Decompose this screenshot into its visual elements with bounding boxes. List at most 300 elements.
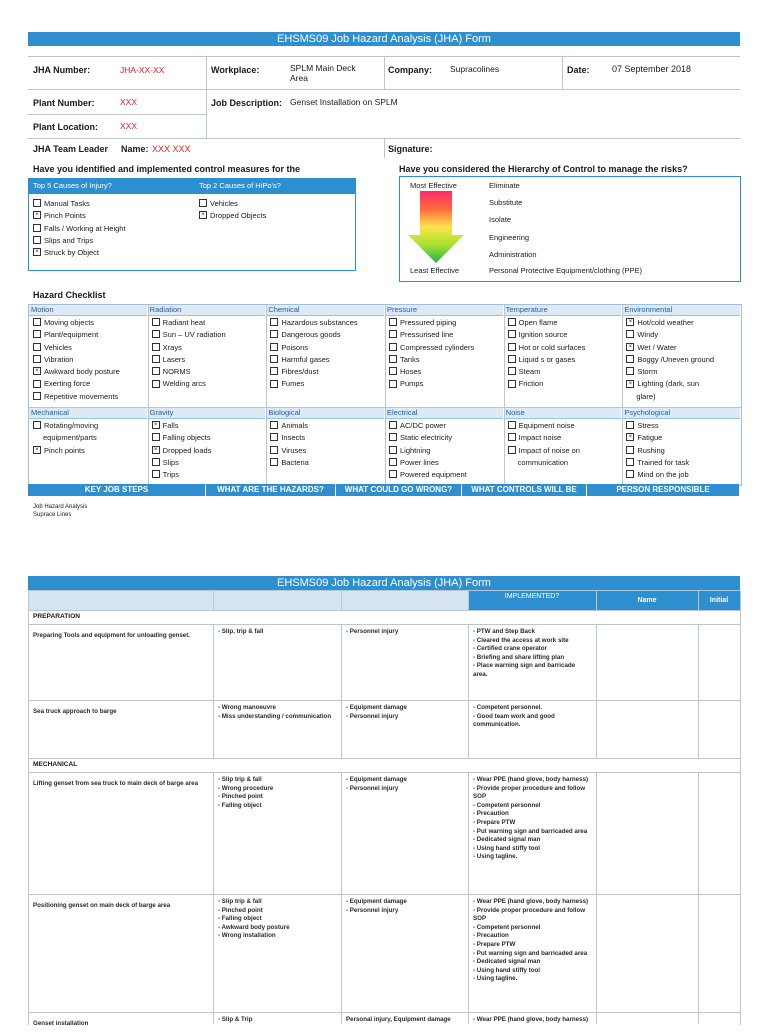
checklist-item[interactable]: [389, 354, 474, 366]
checkbox[interactable]: [33, 392, 41, 400]
initial-cell[interactable]: [699, 701, 739, 748]
checklist-item[interactable]: [508, 457, 580, 469]
checklist-item[interactable]: [152, 469, 212, 481]
checklist-item-label: Xrays: [162, 342, 182, 352]
checklist-item[interactable]: [152, 354, 226, 366]
checklist-item-label: Pressurised line: [400, 330, 454, 340]
column-header: WHAT COULD GO WRONG?: [336, 484, 461, 496]
checklist-item-label: Hot or cold surfaces: [518, 342, 586, 352]
checklist-item[interactable]: [33, 354, 120, 366]
checklist-item-label: Manual Tasks: [44, 199, 90, 208]
checklist-item-label: Pinch Points: [44, 211, 86, 221]
least-effective-label: Least Effective: [410, 266, 460, 275]
checklist-item[interactable]: [199, 198, 266, 210]
checked-checkbox[interactable]: [626, 318, 634, 326]
divider: [148, 408, 149, 485]
checkbox[interactable]: [270, 380, 278, 388]
initial-cell[interactable]: [699, 625, 739, 700]
checklist-item-label: Powered equipment: [400, 470, 467, 480]
checkbox[interactable]: [33, 236, 41, 244]
checkbox[interactable]: [389, 458, 397, 466]
checkbox[interactable]: [508, 330, 516, 338]
checkbox[interactable]: [389, 446, 397, 454]
checklist-item[interactable]: [389, 432, 467, 444]
checklist-item[interactable]: [152, 366, 226, 378]
form-title: EHSMS09 Job Hazard Analysis (JHA) Form: [277, 33, 491, 45]
initial-cell[interactable]: [699, 1013, 739, 1036]
divider: [562, 56, 563, 89]
cell-line: - Personnel injury: [346, 906, 399, 914]
cell-line: - Wrong manoeuvre: [218, 704, 276, 711]
checkbox[interactable]: [199, 199, 207, 207]
divider: [266, 408, 267, 485]
checklist-item-label: equipment/parts: [43, 433, 97, 443]
checklist-item[interactable]: [626, 391, 714, 403]
checklist-item[interactable]: [33, 235, 126, 247]
cell-line: - Competent personnel: [473, 923, 541, 931]
checklist-item[interactable]: [33, 223, 126, 235]
checkbox[interactable]: [389, 421, 397, 429]
checklist-item-label: Exerting force: [44, 379, 91, 389]
cell-line: - Wear PPE (hand glove, body harness): [473, 1016, 589, 1023]
checklist-item[interactable]: [626, 457, 689, 469]
hazard-list: [218, 704, 336, 721]
cell-line: - Put warning sign and barricaded area: [473, 949, 588, 957]
checklist-item[interactable]: [508, 329, 586, 341]
checklist-header: Motion: [29, 305, 147, 316]
hierarchy-level: Eliminate: [489, 181, 520, 190]
checkbox[interactable]: [33, 380, 41, 388]
checklist-item-label: Compressed cylinders: [400, 342, 475, 352]
checklist-item[interactable]: [33, 198, 126, 210]
cell-line: - Personnel injury: [346, 628, 399, 635]
form-title-bar: [28, 32, 740, 46]
checkbox[interactable]: [508, 446, 516, 454]
name-label: Name:: [121, 144, 149, 154]
checked-checkbox[interactable]: [626, 380, 634, 388]
date-value[interactable]: 07 September 2018: [612, 64, 692, 74]
checkbox[interactable]: [389, 367, 397, 375]
checkbox[interactable]: [270, 446, 278, 454]
checklist-item[interactable]: [270, 342, 357, 354]
consequence-list: [346, 1016, 464, 1025]
checklist-item[interactable]: [389, 469, 467, 481]
checkbox[interactable]: [626, 421, 634, 429]
checklist-item-label: Vibration: [44, 354, 74, 364]
checkbox[interactable]: [508, 367, 516, 375]
checkbox[interactable]: [389, 318, 397, 326]
checklist-header: Biological: [266, 408, 384, 419]
checklist-item[interactable]: [33, 420, 98, 432]
cell-line: - Using tagline.: [473, 853, 518, 861]
cell-line: - PTW and Step Back: [473, 628, 535, 635]
checklist-item-label: communication: [517, 457, 569, 467]
checklist-item-label: Boggy /Uneven ground: [637, 354, 715, 364]
checklist-item-label: Impact noise: [518, 433, 562, 443]
checkbox[interactable]: [389, 355, 397, 363]
checklist-item[interactable]: [389, 342, 474, 354]
signature-label: Signature:: [388, 144, 433, 154]
checklist-item[interactable]: [508, 317, 586, 329]
cell-line: - Precaution: [473, 932, 509, 940]
checkbox[interactable]: [626, 330, 634, 338]
consequence-list: [346, 704, 464, 721]
checklist-item-label: Hazardous substances: [281, 318, 358, 327]
form-title-2: EHSMS09 Job Hazard Analysis (JHA) Form: [277, 577, 491, 589]
checked-checkbox[interactable]: [152, 446, 160, 454]
checklist-item-label: Rushing: [637, 445, 665, 455]
jha-number-value[interactable]: JHA-XX-XX: [120, 65, 165, 75]
checklist-item[interactable]: [33, 342, 120, 354]
name-cell[interactable]: [597, 895, 697, 1012]
checklist-item-label: AC/DC power: [400, 421, 446, 430]
checklist-item-label: glare): [636, 391, 656, 401]
checklist-item[interactable]: [626, 366, 714, 378]
checklist-header: Chemical: [266, 305, 384, 316]
checked-checkbox[interactable]: [626, 343, 634, 351]
checklist-item-label: Viruses: [281, 445, 307, 455]
checklist-item[interactable]: [389, 366, 474, 378]
checklist-item[interactable]: [508, 420, 580, 432]
checkbox[interactable]: [270, 458, 278, 466]
controls-list: [473, 628, 591, 680]
plant-location-value[interactable]: XXX: [120, 121, 138, 131]
checklist-column: [33, 317, 120, 403]
footer: [33, 503, 87, 519]
checkbox[interactable]: [270, 421, 278, 429]
checklist-item-label: Power lines: [400, 457, 439, 467]
checkbox[interactable]: [33, 330, 41, 338]
date-label: Date:: [567, 65, 590, 75]
divider: [385, 305, 386, 407]
checklist-item[interactable]: [33, 445, 98, 457]
checklist-item[interactable]: [33, 247, 126, 259]
checklist-item[interactable]: [152, 457, 212, 469]
cell-line: - Prepare PTW: [473, 818, 516, 826]
top2-header: Top 2 Causes of HiPo's?: [199, 181, 281, 190]
checkbox[interactable]: [33, 355, 41, 363]
checklist-item-label: Open flame: [518, 318, 558, 327]
checklist-item-label: Static electricity: [400, 433, 453, 443]
checklist-item[interactable]: [270, 457, 309, 469]
checklist-item[interactable]: [626, 342, 714, 354]
cell-line: - Wrong installation: [218, 932, 276, 940]
checklist-item[interactable]: [33, 329, 120, 341]
hierarchy-level: Administration: [489, 250, 537, 259]
checklist-item[interactable]: [270, 366, 357, 378]
cell-line: - Slip trip & fall: [218, 776, 262, 783]
checklist-item[interactable]: [199, 210, 266, 222]
checkbox[interactable]: [270, 433, 278, 441]
checklist-column: [626, 317, 714, 403]
divider: [622, 305, 623, 407]
checklist-item-label: Storm: [637, 367, 658, 377]
job-description-value[interactable]: Genset Installation on SPLM: [290, 97, 398, 107]
checkbox[interactable]: [389, 433, 397, 441]
checklist-item[interactable]: [152, 432, 212, 444]
divider: [504, 408, 505, 485]
checklist-header: Environmental: [622, 305, 740, 316]
checkbox[interactable]: [626, 446, 634, 454]
checkbox[interactable]: [152, 380, 160, 388]
checklist-item[interactable]: [508, 378, 586, 390]
company-value[interactable]: Supracolines: [450, 64, 500, 74]
cell-line: - Dedicated signal man: [473, 958, 541, 966]
jha-table: [28, 590, 740, 1027]
divider: [28, 114, 206, 115]
job-step: Sea truck approach to barge: [33, 708, 117, 715]
checklist-header: Gravity: [148, 408, 266, 419]
checkbox[interactable]: [389, 470, 397, 478]
divider: [385, 408, 386, 485]
divider: [622, 408, 623, 485]
checkbox[interactable]: [626, 458, 634, 466]
checklist-item[interactable]: [389, 420, 467, 432]
checklist-item-label: Tanks: [400, 354, 420, 364]
hazard-list: [218, 1016, 336, 1025]
checkbox[interactable]: [152, 318, 160, 326]
hierarchy-question: Have you considered the Hierarchy of Control to manage the risks?: [399, 164, 688, 174]
checklist-item-label: Dropped Objects: [210, 211, 267, 221]
checklist-item[interactable]: [508, 445, 580, 457]
checklist-item[interactable]: [33, 391, 120, 403]
checklist-item-label: Vehicles: [210, 199, 238, 208]
job-step: Lifting genset from sea truck to main deck of barge area: [33, 780, 199, 787]
name-header: Name: [596, 590, 698, 610]
checklist-item-label: Fatigue: [637, 433, 663, 443]
checkbox[interactable]: [508, 433, 516, 441]
checklist-item[interactable]: [33, 210, 126, 222]
checklist-item-label: Hot/cold weather: [637, 318, 694, 327]
checklist-item-label: Falls / Working at Height: [44, 223, 126, 233]
checkbox[interactable]: [152, 355, 160, 363]
initial-cell[interactable]: [699, 895, 739, 1012]
checklist-item[interactable]: [33, 366, 120, 378]
checklist-item-label: Windy: [637, 330, 659, 340]
checkbox[interactable]: [626, 470, 634, 478]
checked-checkbox[interactable]: [199, 211, 207, 219]
checklist-item[interactable]: [389, 445, 467, 457]
checklist-item[interactable]: [33, 378, 120, 390]
checklist-header: Noise: [504, 408, 622, 419]
checklist-item[interactable]: [270, 329, 357, 341]
cell-line: - Personnel injury: [346, 784, 399, 792]
checklist-item[interactable]: [152, 317, 226, 329]
consequence-list: [346, 898, 464, 915]
checklist-item[interactable]: [152, 378, 226, 390]
checklist-item[interactable]: [626, 317, 714, 329]
checklist-item[interactable]: [626, 378, 714, 390]
checked-checkbox[interactable]: [33, 367, 41, 375]
implemented-header: IMPLEMENTED?: [468, 590, 596, 610]
checkbox[interactable]: [626, 367, 634, 375]
checklist-item[interactable]: [389, 457, 467, 469]
checkbox[interactable]: [270, 318, 278, 326]
checkbox[interactable]: [508, 355, 516, 363]
checklist-item[interactable]: [270, 445, 309, 457]
checklist-item[interactable]: [626, 420, 689, 432]
checklist-item-label: Hoses: [400, 367, 422, 377]
checkbox[interactable]: [152, 470, 160, 478]
checkbox[interactable]: [152, 458, 160, 466]
hierarchy-level: Isolate: [489, 215, 512, 224]
checklist-item[interactable]: [152, 420, 212, 432]
checklist-item-label: Stress: [637, 421, 659, 430]
checklist-item-label: Ignition source: [518, 330, 568, 340]
checkbox[interactable]: [270, 330, 278, 338]
checklist-item[interactable]: [626, 329, 714, 341]
company-label: Company:: [388, 65, 433, 75]
checklist-column: [270, 317, 357, 391]
checkbox[interactable]: [389, 343, 397, 351]
top5-header: Top 5 Causes of Injury?: [33, 181, 112, 190]
name-cell[interactable]: [597, 1013, 697, 1036]
checklist-item-label: Falling objects: [162, 433, 211, 443]
checklist-item-label: Welding arcs: [162, 379, 206, 389]
checklist-item-label: Sun – UV radiation: [162, 330, 226, 340]
checkbox[interactable]: [33, 199, 41, 207]
checklist-item[interactable]: [270, 378, 357, 390]
checklist-item-label: Pinch points: [44, 445, 85, 455]
checkbox[interactable]: [508, 421, 516, 429]
name-value[interactable]: XXX XXX: [152, 144, 191, 154]
cell-line: - Briefing and share lifting plan: [473, 653, 565, 661]
checklist-item[interactable]: [508, 354, 586, 366]
checkbox[interactable]: [152, 367, 160, 375]
checkbox[interactable]: [508, 318, 516, 326]
column-header: PERSON RESPONSIBLE: [587, 484, 739, 496]
checkbox[interactable]: [33, 343, 41, 351]
checklist-item[interactable]: [626, 445, 689, 457]
checkbox[interactable]: [33, 224, 41, 232]
name-cell[interactable]: [597, 773, 697, 894]
checklist-column: [508, 317, 586, 391]
checklist-column: [152, 317, 226, 391]
cell-line: - Pinched point: [218, 906, 263, 914]
checklist-column: [508, 420, 580, 469]
cell-line: - Slip, trip & fall: [218, 628, 264, 635]
cell-line: - Certified crane operator: [473, 645, 547, 653]
checklist-header: Mechanical: [29, 408, 147, 419]
form-title-bar-2: [28, 576, 740, 590]
checklist-item[interactable]: [270, 354, 357, 366]
checked-checkbox[interactable]: [626, 433, 634, 441]
checklist-item-label: Fumes: [281, 379, 305, 389]
name-cell[interactable]: [597, 625, 697, 700]
workplace-value[interactable]: SPLM Main Deck Area: [290, 63, 356, 83]
checklist-item[interactable]: [152, 445, 212, 457]
cell-line: - Prepare PTW: [473, 940, 516, 948]
checklist-item-label: Steam: [518, 367, 541, 377]
plant-number-value[interactable]: XXX: [120, 97, 138, 107]
section-title: MECHANICAL: [33, 761, 78, 768]
checklist-item[interactable]: [508, 432, 580, 444]
checklist-item[interactable]: [270, 420, 309, 432]
checkbox[interactable]: [33, 318, 41, 326]
cell-line: - Place warning sign and barricade area.: [473, 662, 576, 678]
checklist-item[interactable]: [508, 366, 586, 378]
checklist-item[interactable]: [626, 354, 714, 366]
checklist-item-label: Plant/equipment: [44, 330, 99, 340]
initial-cell[interactable]: [699, 773, 739, 894]
checkbox[interactable]: [626, 355, 634, 363]
checkbox[interactable]: [508, 380, 516, 388]
checked-checkbox[interactable]: [152, 421, 160, 429]
checkbox[interactable]: [389, 380, 397, 388]
checkbox[interactable]: [152, 343, 160, 351]
column-header: KEY JOB STEPS: [28, 484, 205, 496]
divider: [206, 56, 207, 138]
hazard-checklist: [28, 304, 742, 486]
cell-line: - Dedicated signal man: [473, 836, 541, 844]
divider: [384, 56, 385, 89]
job-step: Preparing Tools and equipment for unloading genset.: [33, 632, 190, 639]
checklist-item-label: Fibres/dust: [281, 367, 319, 377]
checklist-item[interactable]: [152, 342, 226, 354]
checklist-item-label: Dangerous goods: [281, 330, 341, 340]
checkbox[interactable]: [152, 433, 160, 441]
cell-line: - Cleared the access at work site: [473, 636, 569, 644]
checkbox[interactable]: [270, 367, 278, 375]
cell-line: - Competent personnel: [473, 801, 541, 809]
checklist-item-label: Lightning: [400, 445, 431, 455]
checkbox[interactable]: [508, 343, 516, 351]
checklist-header: Psychological: [622, 408, 740, 419]
checklist-item[interactable]: [152, 329, 226, 341]
checklist-item[interactable]: [389, 317, 474, 329]
checklist-item[interactable]: [389, 329, 474, 341]
checklist-header: Radiation: [148, 305, 266, 316]
checklist-item-label: Animals: [281, 421, 309, 430]
checklist-item[interactable]: [626, 469, 689, 481]
checklist-item[interactable]: [389, 378, 474, 390]
checkbox[interactable]: [270, 355, 278, 363]
checklist-item-label: Friction: [518, 379, 544, 389]
cell-line: - Using tagline.: [473, 975, 518, 983]
checklist-item-label: Harmful gases: [281, 354, 330, 364]
checked-checkbox[interactable]: [33, 446, 41, 454]
divider: [384, 138, 385, 158]
checkbox[interactable]: [270, 343, 278, 351]
divider: [28, 89, 740, 90]
checklist-item-label: Liquid s or gases: [518, 354, 576, 364]
checked-checkbox[interactable]: [33, 211, 41, 219]
checkbox[interactable]: [33, 421, 41, 429]
cell-line: - Personnel injury: [346, 712, 399, 720]
checklist-item[interactable]: [33, 317, 120, 329]
checklist-item[interactable]: [33, 432, 98, 444]
checklist-header: Temperature: [504, 305, 622, 316]
cell-line: - Falling object: [218, 801, 262, 809]
checkbox[interactable]: [152, 330, 160, 338]
name-cell[interactable]: [597, 701, 697, 748]
checklist-item-label: NORMS: [162, 367, 191, 377]
checkbox[interactable]: [389, 330, 397, 338]
checklist-item-label: Falls: [162, 421, 179, 430]
checklist-item-label: Trips: [162, 470, 180, 480]
checklist-item[interactable]: [270, 317, 357, 329]
checklist-item[interactable]: [270, 432, 309, 444]
hazard-list: [218, 776, 336, 810]
checklist-item[interactable]: [508, 342, 586, 354]
checked-checkbox[interactable]: [33, 248, 41, 256]
checklist-item[interactable]: [626, 432, 689, 444]
initial-header: Initial: [698, 590, 740, 610]
cell-line: - Falling object: [218, 915, 262, 923]
footer-line-2: Suprace Lines: [33, 512, 72, 518]
plant-number-label: Plant Number:: [33, 98, 95, 108]
consequence-list: [346, 776, 464, 793]
